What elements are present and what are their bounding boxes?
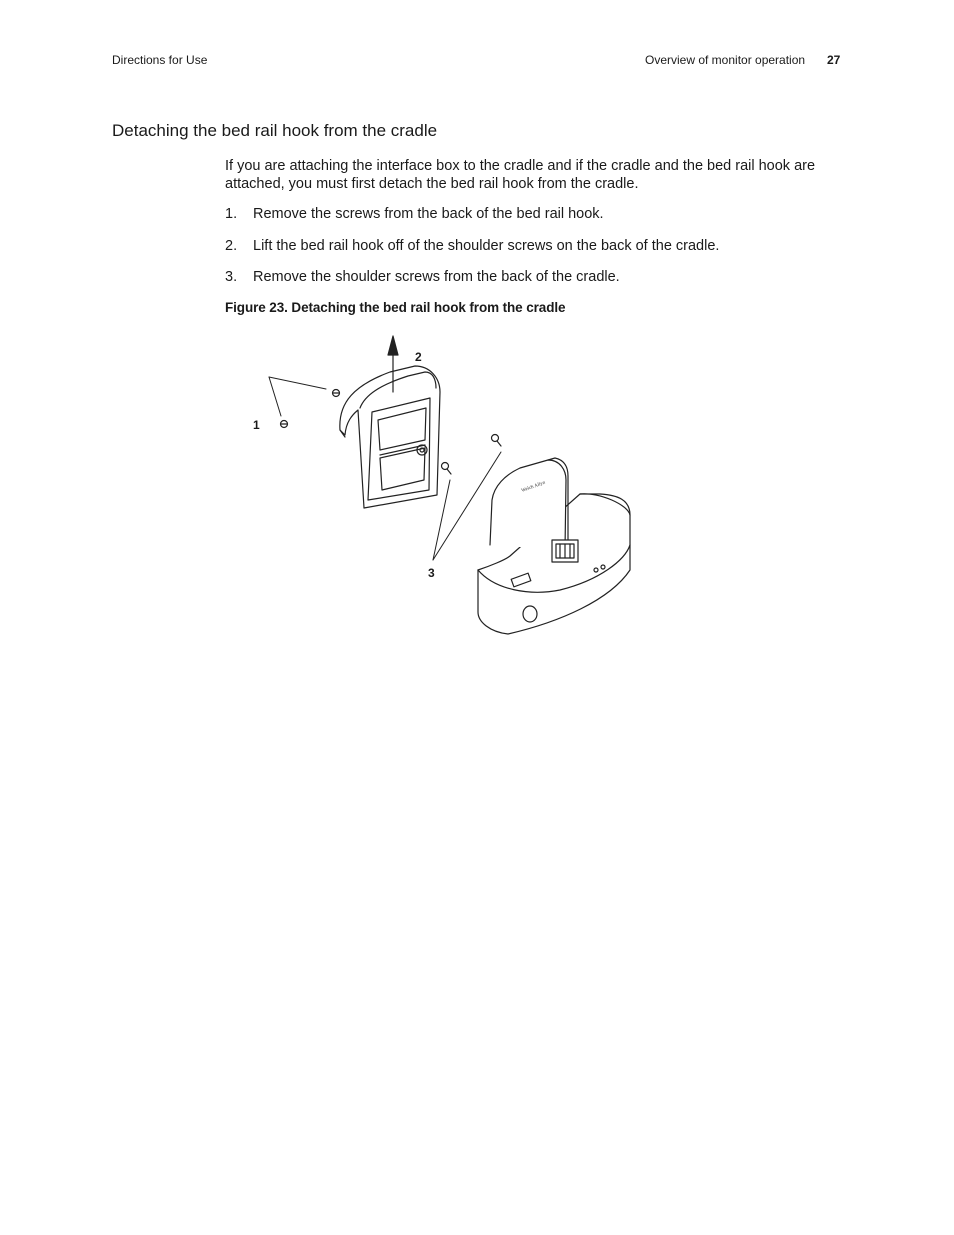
callout-2: 2 <box>415 350 422 364</box>
step-2 <box>225 238 719 254</box>
figure-caption: Figure 23. Detaching the bed rail hook from the cradle <box>225 300 566 315</box>
intro-paragraph: If you are attaching the interface box to the cradle and if the cradle and the bed rail hook are attached, you must first detach the bed rail hook from the cradle. <box>225 158 816 192</box>
bed-rail-hook-figure <box>240 330 660 650</box>
running-header-right: Overview of monitor operation <box>645 53 806 67</box>
callout-3: 3 <box>428 566 435 580</box>
cradle-logo: Welch Allyn <box>520 480 547 494</box>
step-number: 2. <box>225 238 238 254</box>
step-number: 1. <box>225 206 238 222</box>
step-text: Remove the shoulder screws from the back of the cradle. <box>253 269 620 285</box>
bed-rail-hook <box>340 366 440 508</box>
step-number: 3. <box>225 269 238 285</box>
cradle <box>478 458 630 634</box>
step-text: Lift the bed rail hook off of the shoulder screws on the back of the cradle. <box>253 238 720 254</box>
shoulder-screws <box>442 435 502 475</box>
step-3 <box>225 269 620 285</box>
step-1 <box>225 206 604 222</box>
running-header-left: Directions for Use <box>112 53 208 67</box>
page-number: 27 <box>827 53 841 67</box>
step-text: Remove the screws from the back of the bed rail hook. <box>253 206 604 222</box>
section-title: Detaching the bed rail hook from the cradle <box>112 121 438 140</box>
hook-screws <box>281 390 340 428</box>
callout-1: 1 <box>253 418 260 432</box>
